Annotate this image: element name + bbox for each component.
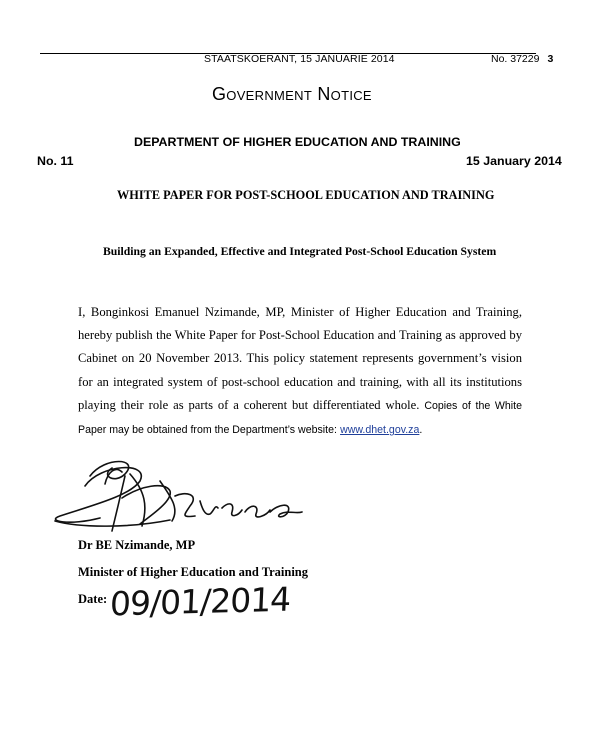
gazette-header: STAATSKOERANT, 15 JANUARIE 2014 <box>204 53 395 65</box>
body-paragraph <box>78 301 522 442</box>
body-main-text: I, Bonginkosi Emanuel Nzimande, MP, Minister of Higher Education and Training, hereby publish the White Paper for Post-School Education and Training as approved by Cabinet on 20 November 2013. This policy statement represents government’s vision for an integrated system of post-school education and training, with all its institutions playing their role as parts of a coherent but differentiated whole. <box>78 305 522 412</box>
website-link[interactable]: www.dhet.gov.za <box>340 424 420 437</box>
body-tail-end: . <box>419 424 423 437</box>
header-divider <box>40 53 536 54</box>
department-name: DEPARTMENT OF HIGHER EDUCATION AND TRAINING <box>134 135 461 149</box>
gazette-number-block <box>491 53 553 65</box>
date-label: Date: <box>78 592 108 606</box>
notice-heading: Government Notice <box>212 84 372 104</box>
page-number: 3 <box>547 53 554 65</box>
signer-title: Minister of Higher Education and Training <box>78 565 309 579</box>
notice-number: No. 11 <box>37 154 74 168</box>
white-paper-title: WHITE PAPER FOR POST-SCHOOL EDUCATION AND TRAINING <box>117 188 495 202</box>
document-subtitle: Building an Expanded, Effective and Integrated Post-School Education System <box>103 245 497 258</box>
body-tail-text: Copies of the White Paper may be obtained from the Department’s website: <box>78 399 522 437</box>
handwritten-date: 09/01/2014 <box>109 579 292 624</box>
signer-name: Dr BE Nzimande, MP <box>78 538 196 552</box>
notice-date: 15 January 2014 <box>466 154 562 168</box>
gazette-number: No. 37229 <box>491 53 540 65</box>
